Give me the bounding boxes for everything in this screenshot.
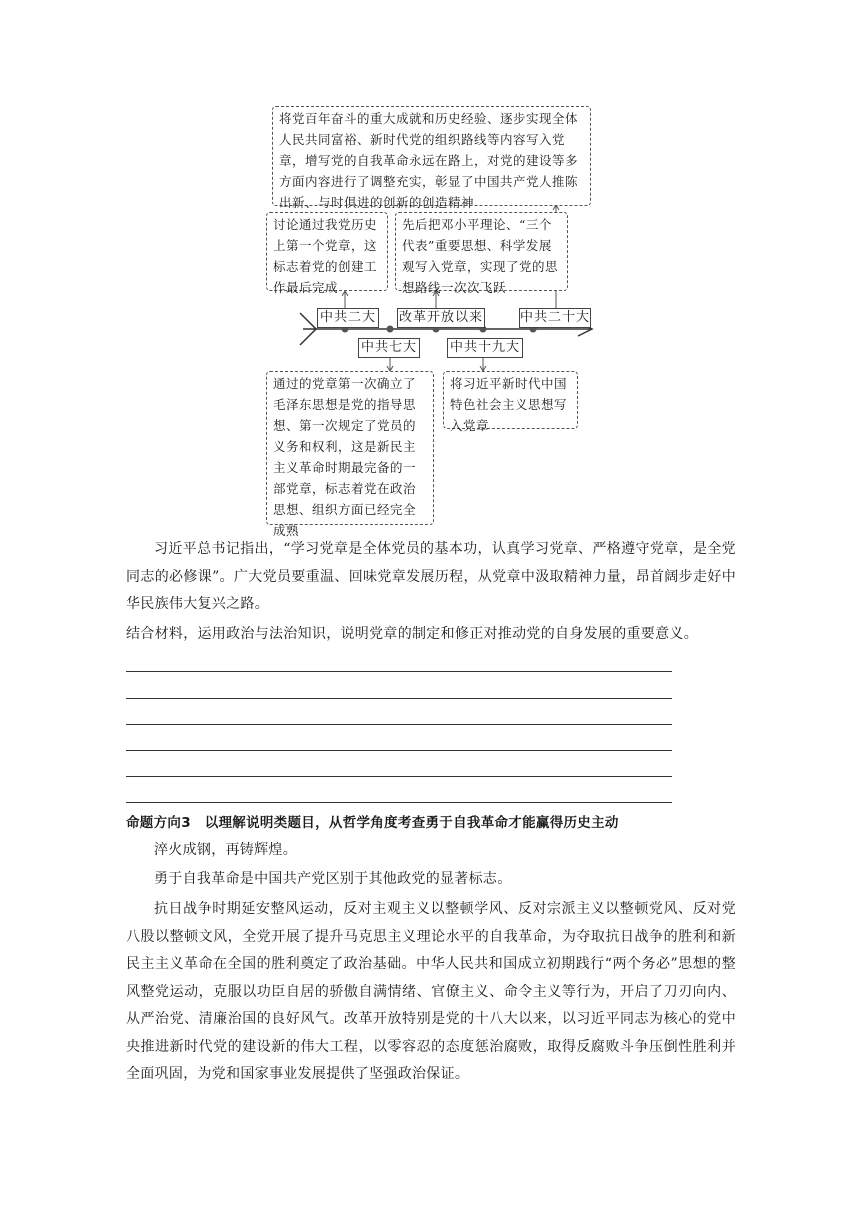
label-cpc7: 中共七大 [358, 338, 420, 358]
paragraph-1: 淬火成钢，再铸辉煌。 [154, 842, 297, 858]
answer-line[interactable] [126, 802, 672, 803]
box-cpc2: 讨论通过我党历史上第一个党章，这标志着党的创建工作最后完成 [266, 212, 388, 291]
section-heading: 命题方向3 以理解说明类题目，从哲学角度考查勇于自我革命才能赢得历史主动 [126, 815, 619, 831]
box-cpc19: 将习近平新时代中国特色社会主义思想写入党章 [443, 371, 578, 429]
paragraph-2: 勇于自我革命是中国共产党区别于其他政党的显著标志。 [154, 871, 512, 887]
paragraph-3: 抗日战争时期延安整风运动，反对主观主义以整顿学风、反对宗派主义以整顿党风、反对党八股以整顿文风，全党开展了提升马克思主义理论水平的自我革命，为夺取抗日战争的胜利和新民主主义革命在全国的胜利奠定了政治基础。中华人民共和国成立初期践行“两个务必”思想的整风整党运动，克服以功臣自居的骄傲自满情绪、官僚主义、命令主义等行为，开启了刀刃向内、从严治党、清廉治国的良好风气。改革开放特别是党的十八大以来，以习近平同志为核心的党中央推进新时代党的建设新的伟大工程，以零容忍的态度惩治腐败，取得反腐败斗争压倒性胜利并全面巩固，为党和国家事业发展提供了坚强政治保证。 [126, 901, 736, 1082]
box-reform: 先后把邓小平理论、“三个代表”重要思想、科学发展观写入党章，实现了党的思想路线一次次飞跃 [395, 212, 568, 291]
answer-line[interactable] [126, 698, 672, 699]
box-cpc7: 通过的党章第一次确立了毛泽东思想是党的指导思想、第一次规定了党员的义务和权利，这是新民主主义革命时期最完备的一部党章，标志着党在政治思想、组织方面已经完全成熟 [266, 371, 434, 525]
question-text: 结合材料，运用政治与法治知识，说明党章的制定和修正对推动党的自身发展的重要意义。 [126, 626, 698, 642]
label-cpc2: 中共二大 [317, 308, 379, 328]
answer-line[interactable] [126, 671, 672, 672]
quote-paragraph: 习近平总书记指出，“学习党章是全体党员的基本功，认真学习党章、严格遵守党章，是全党同志的必修课”。广大党员要重温、回味党章发展历程，从党章中汲取精神力量，昂首阔步走好中华民族伟大复兴之路。 [126, 541, 736, 612]
answer-line[interactable] [126, 750, 672, 751]
box-cpc20: 将党百年奋斗的重大成就和历史经验、逐步实现全体人民共同富裕、新时代党的组织路线等内容写入党章，增写党的自我革命永远在路上，对党的建设等多方面内容进行了调整充实，彰显了中国共产党人推陈出新、与时俱进的创新的创造精神 [272, 106, 591, 206]
answer-line[interactable] [126, 776, 672, 777]
label-cpc19: 中共十九大 [447, 338, 523, 358]
label-reform: 改革开放以来 [397, 308, 485, 328]
answer-line[interactable] [126, 724, 672, 725]
label-cpc20: 中共二十大 [519, 308, 591, 328]
